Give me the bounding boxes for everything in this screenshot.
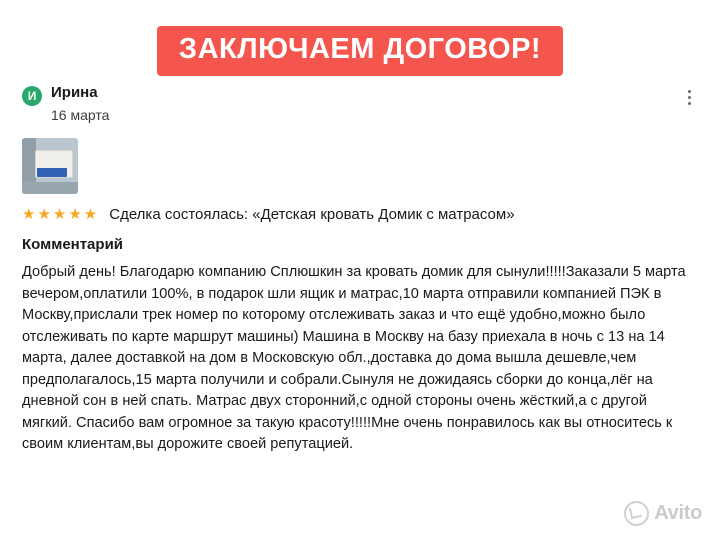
review-photo-thumbnail[interactable] bbox=[22, 138, 78, 194]
author-block bbox=[51, 84, 109, 124]
kebab-dot-3 bbox=[688, 102, 691, 105]
comment-heading: Комментарий bbox=[22, 236, 124, 253]
comment-text: Добрый день! Благодарю компанию Сплюшкин за кровать домик для сынули!!!!!Заказали 5 марта вечером,оплатили 100%, в подарок шли ящик и матрас,10 марта отправили компанией ПЭК в Москву,прислали трек номер по которому отслеживать заказ и что ещё удобно,можно было отслеживать по карте маршрут машины) Машина в Москву на базу приехала в ночь с 13 на 14 марта, далее доставкой на дом в Московскую обл.,доставка до дома вышла дешевле,чем предполагалось,15 марта получили и собрали.Сынуля не дожидаясь сборки до конца,лёг на дневной сон в ней спать. Матрас двух сторонний,с одной стороны очень жёсткий,а с другой мягкий. Спасибо вам огромное за такую красоту!!!!!Мне очень понравилось как вы относитесь к своим клиентам,вы дорожите своей репутацией. bbox=[22, 264, 690, 452]
avito-logo-icon bbox=[624, 501, 649, 526]
photo-floor bbox=[22, 182, 78, 194]
review-date: 16 марта bbox=[51, 107, 110, 123]
review-card bbox=[22, 84, 698, 452]
kebab-menu-icon[interactable] bbox=[680, 86, 698, 108]
watermark bbox=[624, 501, 702, 526]
author-name: Ирина bbox=[51, 84, 98, 101]
review-header bbox=[22, 84, 698, 124]
rating-row bbox=[22, 206, 515, 224]
avatar: И bbox=[22, 86, 42, 106]
kebab-dot-1 bbox=[688, 90, 691, 93]
promo-banner: ЗАКЛЮЧАЕМ ДОГОВОР! bbox=[157, 26, 563, 76]
kebab-dot-2 bbox=[688, 96, 691, 99]
photo-bed-blue-panel bbox=[37, 168, 67, 177]
star-rating-icon: ★★★★★ bbox=[22, 206, 100, 223]
deal-title: Сделка состоялась: «Детская кровать Домик с матрасом» bbox=[109, 206, 515, 223]
watermark-label: Avito bbox=[654, 502, 702, 524]
banner-container bbox=[0, 26, 720, 76]
